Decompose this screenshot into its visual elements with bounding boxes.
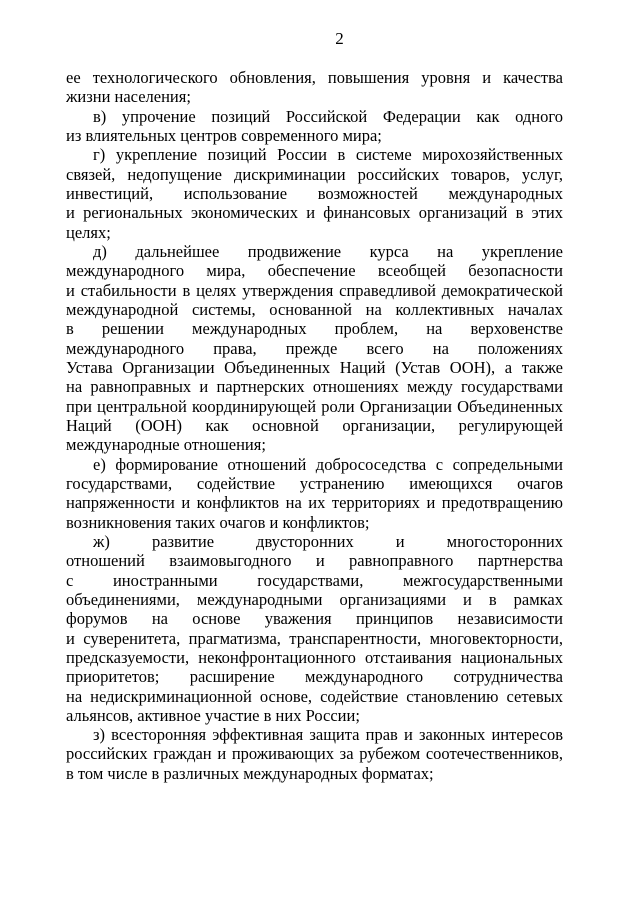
text-line: Наций (ООН) как основной организации, регулирующей: [66, 415, 563, 435]
text-line: связей, недопущение дискриминации российских товаров, услуг,: [66, 164, 563, 184]
text-line: объединениями, международными организациями и в рамках: [66, 589, 563, 609]
text-line: возникновения таких очагов и конфликтов;: [66, 512, 370, 532]
text-line: международные отношения;: [66, 435, 266, 455]
text-line: предсказуемости, неконфронтационного отстаивания национальных: [66, 647, 563, 667]
page-number: 2: [335, 29, 344, 48]
text-line: г) укрепление позиций России в системе мирохозяйственных: [93, 145, 563, 165]
text-line: из влиятельных центров современного мира;: [66, 125, 382, 145]
text-line: международного мира, обеспечение всеобщей безопасности: [66, 261, 563, 281]
text-line: отношений взаимовыгодного и равноправного партнерства: [66, 551, 563, 571]
text-line: российских граждан и проживающих за рубежом соотечественников,: [66, 744, 563, 764]
text-line: приоритетов; расширение международного сотрудничества: [66, 667, 563, 687]
text-line: ж) развитие двусторонних и многосторонних: [93, 531, 563, 551]
text-line: ее технологического обновления, повышения уровня и качества: [66, 68, 563, 87]
text-line: форумов на основе уважения принципов независимости: [66, 609, 563, 629]
text-line: напряженности и конфликтов на их территориях и предотвращению: [66, 493, 563, 513]
text-line: с иностранными государствами, межгосударственными: [66, 570, 563, 590]
text-line: и стабильности в целях утверждения справедливой демократической: [66, 280, 563, 300]
text-line: при центральной координирующей роли Организации Объединенных: [66, 396, 563, 416]
text-line: в решении международных проблем, на верховенстве: [66, 319, 563, 339]
text-line: Устава Организации Объединенных Наций (Устав ООН), а также: [66, 357, 563, 377]
text-line: е) формирование отношений добрососедства с сопредельными: [93, 454, 563, 474]
text-line: альянсов, активное участие в них России;: [66, 705, 360, 725]
text-line: и региональных экономических и финансовых организаций в этих: [66, 203, 563, 223]
text-line: жизни населения;: [66, 87, 191, 107]
text-line: в) упрочение позиций Российской Федерации как одного: [93, 106, 563, 126]
text-line: з) всесторонняя эффективная защита прав и законных интересов: [93, 725, 563, 745]
text-line: в том числе в различных международных форматах;: [66, 763, 434, 783]
text-line: международного права, прежде всего на положениях: [66, 338, 563, 358]
text-line: государствами, содействие устранению имеющихся очагов: [66, 473, 563, 493]
text-line: и суверенитета, прагматизма, транспарентности, многовекторности,: [66, 628, 563, 648]
text-line: д) дальнейшее продвижение курса на укрепление: [93, 241, 563, 261]
text-line: на равноправных и партнерских отношениях между государствами: [66, 377, 563, 397]
text-line: целях;: [66, 222, 111, 242]
text-line: международной системы, основанной на коллективных началах: [66, 299, 563, 319]
text-line: на недискриминационной основе, содействие становлению сетевых: [66, 686, 563, 706]
text-line: инвестиций, использование возможностей международных: [66, 183, 563, 203]
document-text-block: [66, 68, 563, 783]
